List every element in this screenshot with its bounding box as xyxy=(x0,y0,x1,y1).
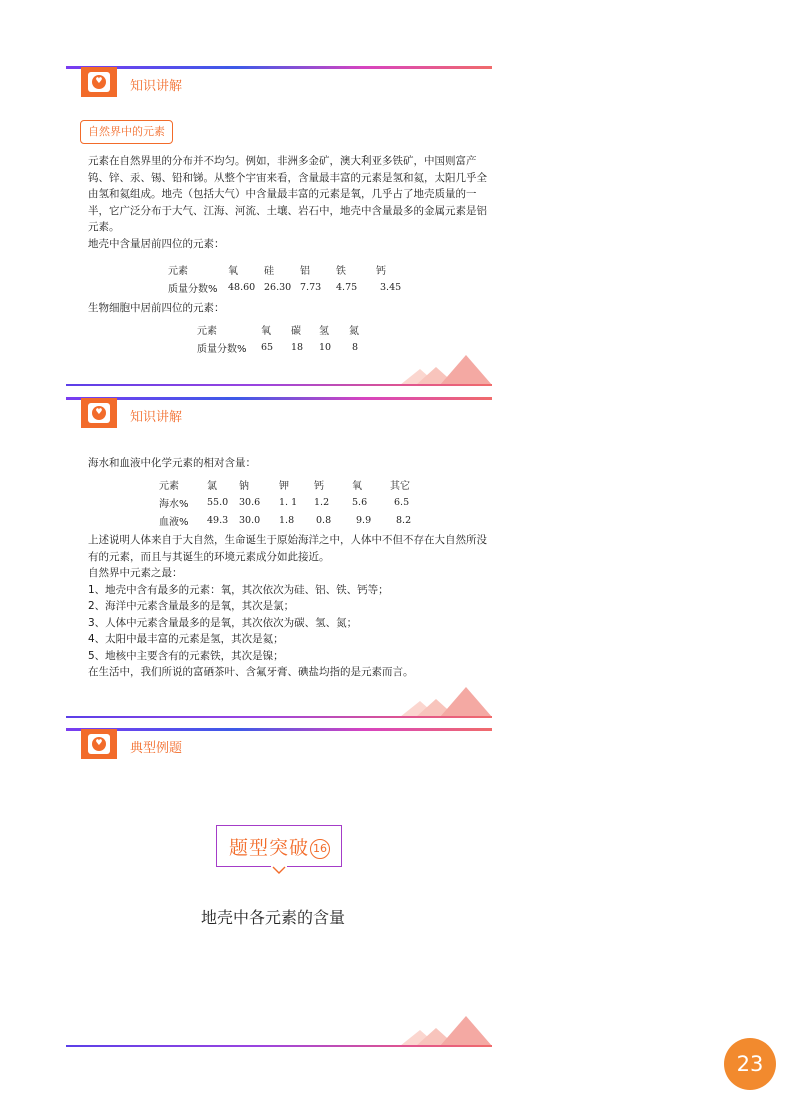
section1-header-title: 知识讲解 xyxy=(130,79,183,94)
table-cell: 49.3 xyxy=(207,514,229,526)
section3-top-line xyxy=(66,728,492,731)
chevron-down-icon xyxy=(271,865,287,875)
table-cell: 1. 1 xyxy=(279,496,298,508)
table-cell: 血液% xyxy=(159,516,189,528)
table-cell: 氮 xyxy=(349,325,359,337)
section2-header-title: 知识讲解 xyxy=(130,410,183,425)
table-cell: 元素 xyxy=(197,325,217,337)
table-cell: 26.30 xyxy=(264,281,292,293)
page-number: 23 xyxy=(724,1038,776,1090)
section2-header-badge xyxy=(81,398,117,428)
table-cell: 30.0 xyxy=(239,514,261,526)
mountain-decoration xyxy=(400,355,495,385)
paragraph-line: 元素在自然界里的分布并不均匀。例如，非洲多金矿，澳大利亚多铁矿，中国则富产 xyxy=(88,155,477,167)
seawater-blood-table xyxy=(159,475,416,529)
table-cell: 1.2 xyxy=(314,496,330,508)
list-item: 2、海洋中元素含量最多的是氧，其次是氯； xyxy=(88,600,295,612)
paragraph-line: 元素。 xyxy=(88,221,120,233)
paragraph-line: 上述说明人体来自于大自然，生命诞生于原始海洋之中，人体中不但不存在大自然所没 xyxy=(88,534,487,546)
crust-table-title: 地壳中含量居前四位的元素： xyxy=(88,237,225,250)
table-cell: 氧 xyxy=(228,265,238,277)
list-item: 3、人体中元素含量最多的是氧，其次依次为碳、氢、氮； xyxy=(88,616,358,629)
mountain-decoration xyxy=(400,687,495,717)
paragraph-line: 半，它广泛分布于大气、江海、河流、土壤、岩石中，地壳中含量最多的金属元素是铝 xyxy=(88,204,487,217)
table-cell: 10 xyxy=(319,341,332,353)
table-cell: 钾 xyxy=(279,480,289,492)
table-row xyxy=(168,260,406,278)
table-cell: 8.2 xyxy=(396,514,412,526)
list-item: 1、地壳中含有最多的元素：氧，其次依次为硅、铝、铁、钙等； xyxy=(88,583,389,596)
list-item: 5、地核中主要含有的元素铁，其次是镍； xyxy=(88,649,284,662)
table-cell: 其它 xyxy=(390,480,410,492)
badge-number: 16 xyxy=(310,839,330,859)
table-cell: 元素 xyxy=(159,480,179,492)
section3-header-title: 典型例题 xyxy=(130,741,183,756)
table-cell: 1.8 xyxy=(279,514,295,526)
table-row xyxy=(168,278,406,296)
table-cell: 元素 xyxy=(168,265,188,277)
table-cell: 4.75 xyxy=(336,281,358,293)
paragraph-line: 在生活中，我们所说的富硒茶叶、含氟牙膏、碘盐均指的是元素而言。 xyxy=(88,666,414,678)
badge-text: 题型突破 xyxy=(229,837,310,859)
cell-table xyxy=(197,320,369,356)
heart-icon: ♥ xyxy=(88,72,110,92)
section1-header-badge xyxy=(81,67,117,97)
section1-top-line xyxy=(66,66,492,69)
section2-paragraph xyxy=(88,532,488,681)
table-cell: 5.6 xyxy=(352,496,368,508)
section2-table-title: 海水和血液中化学元素的相对含量： xyxy=(88,457,256,469)
table-row xyxy=(159,475,416,493)
paragraph-line: 有的元素，而且与其诞生的环境元素成分如此接近。 xyxy=(88,550,330,563)
paragraph-line: 由氢和氦组成。地壳（包括大气）中含量最丰富的元素是氧，几乎占了地壳质量的一 xyxy=(88,188,477,200)
table-cell: 9.9 xyxy=(356,514,372,526)
table-cell: 铝 xyxy=(300,265,310,277)
table-cell: 8 xyxy=(352,341,359,353)
table-cell: 氧 xyxy=(261,325,271,337)
table-cell: 55.0 xyxy=(207,496,229,508)
table-row xyxy=(197,338,369,356)
table-cell: 碳 xyxy=(291,325,301,337)
table-cell: 0.8 xyxy=(316,514,332,526)
table-cell: 30.6 xyxy=(239,496,261,508)
heart-icon: ♥ xyxy=(88,403,110,423)
section3-header-badge xyxy=(81,729,117,759)
table-cell: 铁 xyxy=(336,265,346,277)
table-cell: 6.5 xyxy=(394,496,410,508)
crust-table xyxy=(168,260,406,296)
table-cell: 18 xyxy=(291,341,304,353)
table-cell: 3.45 xyxy=(380,281,402,293)
paragraph-line: 钨、锌、汞、锡、铅和锑。从整个宇宙来看，含量最丰富的元素是氢和氦，太阳几乎全 xyxy=(88,171,487,184)
table-cell: 48.60 xyxy=(228,281,256,293)
section2-bottom-line xyxy=(66,716,492,718)
heart-icon: ♥ xyxy=(88,734,110,754)
table-cell: 氧 xyxy=(352,480,362,492)
mountain-decoration xyxy=(400,1016,495,1046)
section3-bottom-line xyxy=(66,1045,492,1047)
table-cell: 海水% xyxy=(159,498,189,510)
section1-bottom-line xyxy=(66,384,492,386)
section1-tag: 自然界中的元素 xyxy=(80,120,173,144)
table-row xyxy=(159,511,416,529)
table-cell: 质量分数% xyxy=(168,283,218,295)
cell-table-title: 生物细胞中居前四位的元素： xyxy=(88,302,225,314)
table-cell: 65 xyxy=(261,341,274,353)
table-cell: 氯 xyxy=(207,480,217,492)
table-cell: 钙 xyxy=(314,480,324,492)
table-row xyxy=(197,320,369,338)
paragraph-line: 自然界中元素之最： xyxy=(88,567,183,579)
table-cell: 钙 xyxy=(376,265,386,277)
list-item: 4、太阳中最丰富的元素是氢，其次是氦； xyxy=(88,633,284,645)
question-type-badge xyxy=(216,825,342,867)
example-subtitle: 地壳中各元素的含量 xyxy=(201,908,346,927)
table-cell: 质量分数% xyxy=(197,343,247,355)
table-cell: 钠 xyxy=(239,480,249,492)
section2-top-line xyxy=(66,397,492,400)
table-cell: 7.73 xyxy=(300,281,322,293)
table-cell: 硅 xyxy=(264,265,274,277)
table-row xyxy=(159,493,416,511)
table-cell: 氢 xyxy=(319,325,329,337)
section1-paragraph xyxy=(88,153,488,252)
